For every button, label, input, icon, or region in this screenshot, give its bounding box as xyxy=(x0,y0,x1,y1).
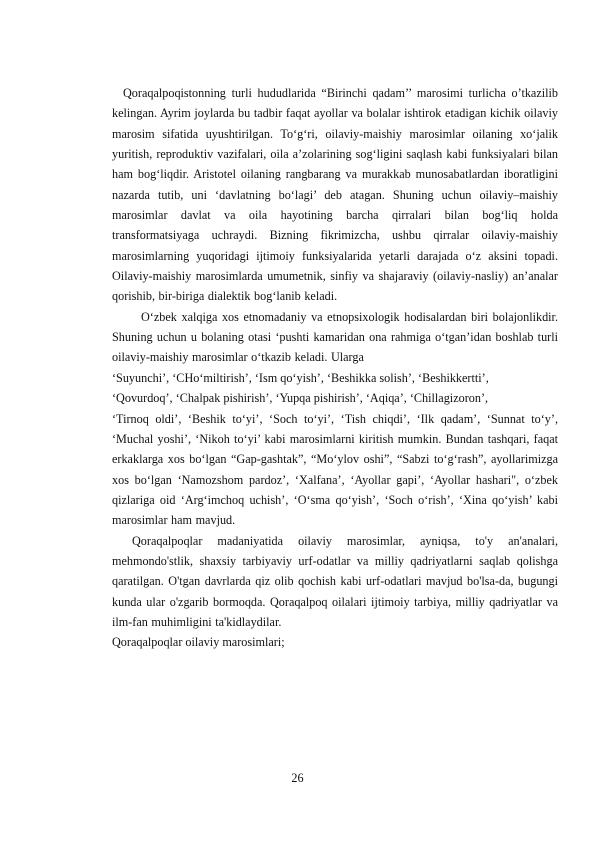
page-number: 26 xyxy=(291,771,304,785)
paragraph-qoraqalpoq-madaniyati: Qoraqalpoqlar madaniyatida oilaviy marosimlar, ayniqsa, to'y an'analari, mehmondo'stlik, shaxsiy tarbiyaviy urf-odatlar va milliy qadriyatlarni saqlab qolishga qaratilgan. O'tgan davrlarda qiz olib qochish kabi urf-odatlari mavjud bo'lsa-da, bugungi kunda ular o'zgarib bormoqda. Qoraqalpoq oilalari ijtimoiy tarbiya, milliy qadriyatlar va ilm-fan muhimligini ta'kidlaydilar. xyxy=(112,533,558,629)
paragraph-bolajonlik-lead: O‘zbek xalqiga xos etnomadaniy va etnopsixologik hodisalardan biri bolajonlikdir. Shuning uchun u bolaning otasi ‘pushti kamaridan ona rahmiga o‘tgan’idan boshlab turli oilaviy-maishiy marosimlar o‘tkazib keladi. Ularga xyxy=(112,309,558,365)
paragraph-marosimlar-tail: ‘Tirnoq oldi’, ‘Beshik to‘yi’, ‘Soch to‘yi’, ‘Tish chiqdi’, ‘Ilk qadam’, ‘Sunnat to‘y’, ‘Muchal yoshi’, ‘Nikoh to‘yi’ kabi marosimlarni kiritish mumkin. Bundan tashqari, faqat erkaklarga xos bo‘lgan “Gap-gashtak”, “Mo‘ylov oshi”, “Sabzi to‘g‘rash”, ayollarimizga xos bo‘lgan ‘Namozshom pardoz’, ‘Xalfana’, ‘Ayollar gapi’, ‘Ayollar hashari", o‘zbek qizlariga oid ‘Arg‘imchoq uchish’, ‘O‘sma qo‘yish’, ‘Soch o‘rish’, ‘Xina qo‘yish’ kabi marosimlar ham mavjud. xyxy=(112,411,558,528)
paragraph-marosimlar-line-2: ‘Qovurdoq’, ‘Chalpak pishirish’, ‘Yupqa pishirish’, ‘Aqiqa’, ‘Chillagizoron’, xyxy=(112,391,489,406)
body-text xyxy=(112,83,558,653)
paragraph-birinchi-qadam: Qoraqalpoqistonning turli hududlarida “Birinchi qadam’’ marosimi turlicha o’tkazilib kelingan. Ayrim joylarda bu tadbir faqat ayollar va bolalar ishtirok etadigan kichik oilaviy marosim sifatida uyushtirilgan. To‘g‘ri, oilaviy-maishiy marosimlar oilaning xo‘jalik yuritish, reproduktiv vazifalari, oila a’zolarining sog‘ligini saqlash kabi funksiyalari bilan ham bog‘liqdir. Aristotel oilaning rangbarang va murakkab munosabatlardan iboratligini nazarda tutib, uni ‘davlatning bo‘lagi’ deb atagan. Shuning uchun oilaviy–maishiy marosimlar davlat va oila hayotining barcha qirralari bilan bog‘liq holda transformatsiyaga uchraydi. Bizning fikrimizcha, ushbu qirralar oilaviy-maishiy marosimlarning yuqoridagi ijtimoiy funksiyalarida yetarli darajada o‘z aksini topadi. Oilaviy-maishiy marosimlarda umumetnik, sinfiy va shajaraviy (oilaviy-nasliy) an’analar qorishib, bir-biriga dialektik bog‘lanib keladi. xyxy=(112,86,558,304)
paragraph-oilaviy-marosimlar-heading: Qoraqalpoqlar oilaviy marosimlari; xyxy=(112,635,285,650)
paragraph-marosimlar-line-1: ‘Suyunchi’, ‘CHo‘miltirish’, ‘Ism qo‘yish’, ‘Beshikka solish’, ‘Beshikkertti’, xyxy=(112,370,489,385)
